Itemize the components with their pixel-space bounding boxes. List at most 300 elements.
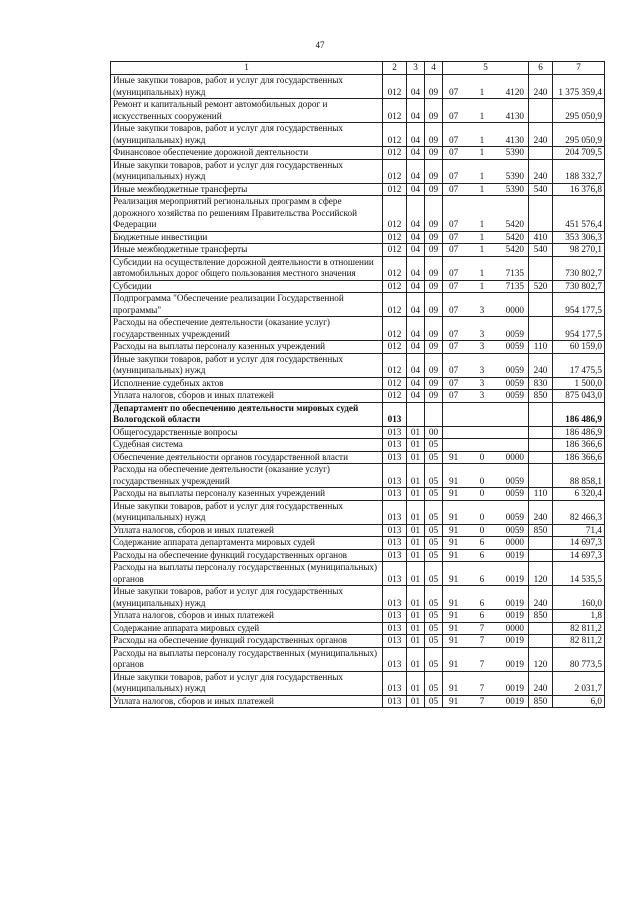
row-sum: 188 332,7 xyxy=(553,159,605,183)
table-row xyxy=(111,537,605,550)
row-sum: 954 177,5 xyxy=(553,293,605,317)
row-name: Ремонт и капитальный ремонт автомобильных дорог и искусственных сооружений xyxy=(111,99,383,123)
row-rz: 04 xyxy=(407,147,425,160)
row-name: Расходы на обеспечение деятельности (оказание услуг) государственных учреждений xyxy=(111,317,383,341)
row-sum: 451 576,4 xyxy=(553,196,605,232)
row-target-code xyxy=(443,500,529,524)
row-target-code xyxy=(443,695,529,708)
code-part: 07 xyxy=(449,86,459,97)
code-part: 0 xyxy=(479,524,485,535)
code-part: 4120 xyxy=(505,86,524,97)
code-part: 0019 xyxy=(505,573,524,584)
row-pr: 05 xyxy=(425,647,443,671)
row-rz xyxy=(407,402,425,426)
row-vr: 110 xyxy=(529,488,553,501)
row-target-code xyxy=(443,464,529,488)
row-gr: 013 xyxy=(383,402,407,426)
row-gr: 013 xyxy=(383,622,407,635)
row-vr xyxy=(529,549,553,562)
code-part: 91 xyxy=(449,512,459,522)
code-part: 1 xyxy=(479,219,485,229)
row-rz: 01 xyxy=(407,635,425,648)
table-row xyxy=(111,377,605,390)
row-pr: 05 xyxy=(425,622,443,635)
code-part: 0059 xyxy=(505,365,524,375)
row-vr xyxy=(529,439,553,452)
code-part: 0 xyxy=(479,451,485,462)
code-part: 0059 xyxy=(505,524,524,535)
row-target-code xyxy=(443,635,529,648)
code-part: 91 xyxy=(449,537,459,547)
row-name: Субсидии xyxy=(111,280,383,293)
code-part: 5420 xyxy=(505,244,524,254)
table-row xyxy=(111,586,605,610)
row-name: Департамент по обеспечению деятельности мировых судей Вологодской области xyxy=(111,402,383,426)
header-cell: 4 xyxy=(425,62,443,75)
table-row xyxy=(111,231,605,244)
code-part: 0059 xyxy=(505,377,524,388)
code-part: 0 xyxy=(479,512,485,522)
table-row xyxy=(111,147,605,160)
code-part: 3 xyxy=(479,328,485,339)
row-sum: 6 320,4 xyxy=(553,488,605,501)
row-sum: 71,4 xyxy=(553,524,605,537)
row-rz: 04 xyxy=(407,256,425,280)
code-part: 91 xyxy=(449,524,459,535)
row-rz: 04 xyxy=(407,353,425,377)
row-name: Иные закупки товаров, работ и услуг для государственных (муниципальных) нужд xyxy=(111,500,383,524)
row-sum: 204 709,5 xyxy=(553,147,605,160)
code-part: 6 xyxy=(479,597,485,608)
code-part: 3 xyxy=(479,377,485,388)
row-vr: 240 xyxy=(529,500,553,524)
row-vr: 850 xyxy=(529,390,553,403)
code-part: 1 xyxy=(479,147,485,157)
header-cell: 2 xyxy=(383,62,407,75)
row-gr: 013 xyxy=(383,671,407,695)
table-header-row xyxy=(111,62,605,75)
row-rz: 01 xyxy=(407,524,425,537)
row-name: Расходы на обеспечение функций государственных органов xyxy=(111,549,383,562)
row-pr: 09 xyxy=(425,244,443,257)
code-part: 07 xyxy=(449,280,459,291)
table-row xyxy=(111,390,605,403)
code-part: 0019 xyxy=(505,597,524,608)
code-part: 0 xyxy=(479,475,485,486)
row-pr: 05 xyxy=(425,464,443,488)
row-name: Иные закупки товаров, работ и услуг для государственных (муниципальных) нужд xyxy=(111,159,383,183)
row-target-code xyxy=(443,317,529,341)
row-rz: 04 xyxy=(407,231,425,244)
header-cell: 6 xyxy=(529,62,553,75)
code-part: 5420 xyxy=(505,231,524,242)
row-vr: 240 xyxy=(529,671,553,695)
row-target-code xyxy=(443,377,529,390)
code-part: 4130 xyxy=(505,110,524,121)
row-rz: 04 xyxy=(407,75,425,99)
row-gr: 012 xyxy=(383,147,407,160)
row-gr: 013 xyxy=(383,426,407,439)
row-pr: 05 xyxy=(425,610,443,623)
budget-table xyxy=(110,61,605,708)
row-target-code xyxy=(443,537,529,550)
row-gr: 012 xyxy=(383,256,407,280)
row-vr: 110 xyxy=(529,341,553,354)
code-part: 91 xyxy=(449,610,459,620)
row-pr: 09 xyxy=(425,390,443,403)
row-sum: 98 270,1 xyxy=(553,244,605,257)
code-part: 91 xyxy=(449,451,459,462)
row-rz: 01 xyxy=(407,647,425,671)
row-name: Иные межбюджетные трансферты xyxy=(111,183,383,196)
code-part: 91 xyxy=(449,475,459,486)
row-gr: 013 xyxy=(383,464,407,488)
row-gr: 012 xyxy=(383,159,407,183)
row-target-code xyxy=(443,159,529,183)
table-row xyxy=(111,610,605,623)
table-row xyxy=(111,402,605,426)
row-sum: 60 159,0 xyxy=(553,341,605,354)
code-part: 7 xyxy=(479,635,485,645)
row-name: Расходы на выплаты персоналу государственных (муниципальных) органов xyxy=(111,562,383,586)
code-part: 91 xyxy=(449,597,459,608)
code-part: 6 xyxy=(479,573,485,584)
row-gr: 013 xyxy=(383,635,407,648)
code-part: 0000 xyxy=(505,622,524,633)
table-row xyxy=(111,196,605,232)
row-sum: 14 535,5 xyxy=(553,562,605,586)
code-part: 6 xyxy=(479,610,485,620)
row-pr: 09 xyxy=(425,231,443,244)
row-gr: 012 xyxy=(383,280,407,293)
row-pr: 05 xyxy=(425,586,443,610)
code-part: 1 xyxy=(479,183,485,194)
code-part: 1 xyxy=(479,86,485,97)
row-sum: 17 475,5 xyxy=(553,353,605,377)
row-target-code xyxy=(443,183,529,196)
code-part: 0059 xyxy=(505,390,524,400)
row-gr: 012 xyxy=(383,231,407,244)
row-target-code xyxy=(443,426,529,439)
code-part: 1 xyxy=(479,268,485,278)
row-name: Иные межбюджетные трансферты xyxy=(111,244,383,257)
row-gr: 012 xyxy=(383,75,407,99)
row-pr: 09 xyxy=(425,317,443,341)
code-part: 0019 xyxy=(505,549,524,560)
row-rz: 01 xyxy=(407,439,425,452)
row-vr xyxy=(529,147,553,160)
row-name: Расходы на выплаты персоналу казенных учреждений xyxy=(111,488,383,501)
row-rz: 01 xyxy=(407,671,425,695)
row-pr: 09 xyxy=(425,280,443,293)
table-row xyxy=(111,256,605,280)
row-vr xyxy=(529,256,553,280)
code-part: 5390 xyxy=(505,183,524,194)
table-row xyxy=(111,159,605,183)
row-rz: 01 xyxy=(407,426,425,439)
row-pr: 05 xyxy=(425,562,443,586)
code-part: 0000 xyxy=(505,451,524,462)
code-part: 5420 xyxy=(505,219,524,229)
row-target-code xyxy=(443,256,529,280)
code-part: 07 xyxy=(449,341,459,351)
row-target-code xyxy=(443,353,529,377)
row-sum: 186 366,6 xyxy=(553,439,605,452)
row-rz: 04 xyxy=(407,377,425,390)
row-target-code xyxy=(443,231,529,244)
code-part: 1 xyxy=(479,171,485,181)
row-name: Расходы на выплаты персоналу государственных (муниципальных) органов xyxy=(111,647,383,671)
code-part: 1 xyxy=(479,280,485,291)
row-gr: 012 xyxy=(383,341,407,354)
row-rz: 01 xyxy=(407,610,425,623)
row-pr xyxy=(425,402,443,426)
row-vr xyxy=(529,464,553,488)
row-pr: 09 xyxy=(425,196,443,232)
table-row xyxy=(111,524,605,537)
row-vr xyxy=(529,622,553,635)
row-gr: 013 xyxy=(383,549,407,562)
row-pr: 09 xyxy=(425,256,443,280)
row-target-code xyxy=(443,75,529,99)
code-part: 07 xyxy=(449,268,459,278)
code-part: 7 xyxy=(479,659,485,669)
row-name: Бюджетные инвестиции xyxy=(111,231,383,244)
row-gr: 013 xyxy=(383,524,407,537)
row-sum: 88 858,1 xyxy=(553,464,605,488)
code-part: 07 xyxy=(449,147,459,157)
row-target-code xyxy=(443,586,529,610)
row-rz: 04 xyxy=(407,293,425,317)
row-target-code xyxy=(443,123,529,147)
row-vr: 240 xyxy=(529,123,553,147)
code-part: 07 xyxy=(449,377,459,388)
row-sum: 1,8 xyxy=(553,610,605,623)
row-vr xyxy=(529,451,553,464)
code-part: 3 xyxy=(479,341,485,351)
row-vr: 120 xyxy=(529,647,553,671)
code-part: 0019 xyxy=(505,635,524,645)
row-target-code xyxy=(443,244,529,257)
row-name: Расходы на обеспечение функций государственных органов xyxy=(111,635,383,648)
row-sum: 80 773,5 xyxy=(553,647,605,671)
code-part: 07 xyxy=(449,328,459,339)
code-part: 91 xyxy=(449,549,459,560)
row-sum: 14 697,3 xyxy=(553,537,605,550)
code-part: 07 xyxy=(449,183,459,194)
code-part: 91 xyxy=(449,573,459,584)
table-row xyxy=(111,99,605,123)
code-part: 07 xyxy=(449,171,459,181)
row-rz: 01 xyxy=(407,488,425,501)
table-body xyxy=(111,62,605,708)
row-gr: 012 xyxy=(383,99,407,123)
row-pr: 05 xyxy=(425,500,443,524)
header-cell: 3 xyxy=(407,62,425,75)
code-part: 0019 xyxy=(505,695,524,706)
page-number: 47 xyxy=(315,40,325,50)
row-vr xyxy=(529,99,553,123)
row-pr: 05 xyxy=(425,537,443,550)
table-row xyxy=(111,353,605,377)
row-name: Исполнение судебных актов xyxy=(111,377,383,390)
row-gr: 012 xyxy=(383,123,407,147)
row-vr xyxy=(529,317,553,341)
row-pr: 09 xyxy=(425,75,443,99)
row-vr xyxy=(529,426,553,439)
row-sum: 186 486,9 xyxy=(553,402,605,426)
row-gr: 013 xyxy=(383,586,407,610)
row-target-code xyxy=(443,402,529,426)
row-gr: 013 xyxy=(383,537,407,550)
code-part: 3 xyxy=(479,390,485,400)
row-name: Содержание аппарата департамента мировых судей xyxy=(111,537,383,550)
row-vr: 240 xyxy=(529,353,553,377)
code-part: 07 xyxy=(449,134,459,145)
header-cell: 1 xyxy=(111,62,383,75)
row-sum: 16 376,8 xyxy=(553,183,605,196)
code-part: 91 xyxy=(449,659,459,669)
code-part: 0019 xyxy=(505,610,524,620)
code-part: 7 xyxy=(479,683,485,693)
row-gr: 012 xyxy=(383,353,407,377)
code-part: 7135 xyxy=(505,280,524,291)
table-row xyxy=(111,293,605,317)
row-rz: 04 xyxy=(407,99,425,123)
row-gr: 012 xyxy=(383,390,407,403)
row-rz: 01 xyxy=(407,622,425,635)
code-part: 07 xyxy=(449,231,459,242)
row-name: Иные закупки товаров, работ и услуг для государственных (муниципальных) нужд xyxy=(111,123,383,147)
code-part: 07 xyxy=(449,365,459,375)
code-part: 07 xyxy=(449,304,459,315)
row-gr: 012 xyxy=(383,317,407,341)
table-row xyxy=(111,549,605,562)
row-target-code xyxy=(443,451,529,464)
code-part: 7 xyxy=(479,622,485,633)
table-row xyxy=(111,562,605,586)
row-target-code xyxy=(443,524,529,537)
row-pr: 09 xyxy=(425,183,443,196)
row-name: Иные закупки товаров, работ и услуг для государственных (муниципальных) нужд xyxy=(111,75,383,99)
row-vr: 540 xyxy=(529,183,553,196)
table-row xyxy=(111,123,605,147)
row-gr: 013 xyxy=(383,451,407,464)
row-name: Уплата налогов, сборов и иных платежей xyxy=(111,390,383,403)
table-row xyxy=(111,280,605,293)
code-part: 0059 xyxy=(505,328,524,339)
row-sum: 353 306,3 xyxy=(553,231,605,244)
row-gr: 012 xyxy=(383,183,407,196)
row-rz: 04 xyxy=(407,317,425,341)
table-row xyxy=(111,488,605,501)
code-part: 91 xyxy=(449,635,459,645)
code-part: 0 xyxy=(479,488,485,498)
row-rz: 01 xyxy=(407,562,425,586)
row-vr: 240 xyxy=(529,75,553,99)
table-row xyxy=(111,317,605,341)
row-name: Субсидии на осуществление дорожной деятельности в отношении автомобильных дорог общего пользования местного значения xyxy=(111,256,383,280)
row-sum: 160,0 xyxy=(553,586,605,610)
code-part: 0019 xyxy=(505,683,524,693)
code-part: 07 xyxy=(449,390,459,400)
row-vr: 240 xyxy=(529,159,553,183)
code-part: 0059 xyxy=(505,475,524,486)
code-part: 07 xyxy=(449,244,459,254)
row-name: Общегосударственные вопросы xyxy=(111,426,383,439)
row-vr: 540 xyxy=(529,244,553,257)
row-name: Расходы на обеспечение деятельности (оказание услуг) государственных учреждений xyxy=(111,464,383,488)
row-target-code xyxy=(443,439,529,452)
code-part: 1 xyxy=(479,231,485,242)
table-row xyxy=(111,635,605,648)
row-name: Иные закупки товаров, работ и услуг для государственных (муниципальных) нужд xyxy=(111,671,383,695)
code-part: 91 xyxy=(449,622,459,633)
row-vr: 850 xyxy=(529,695,553,708)
row-vr xyxy=(529,635,553,648)
row-gr: 013 xyxy=(383,562,407,586)
row-pr: 05 xyxy=(425,549,443,562)
row-rz: 01 xyxy=(407,500,425,524)
code-part: 5390 xyxy=(505,171,524,181)
row-gr: 013 xyxy=(383,610,407,623)
code-part: 91 xyxy=(449,488,459,498)
table-row xyxy=(111,75,605,99)
row-name: Иные закупки товаров, работ и услуг для государственных (муниципальных) нужд xyxy=(111,586,383,610)
row-pr: 09 xyxy=(425,377,443,390)
code-part: 1 xyxy=(479,134,485,145)
row-pr: 05 xyxy=(425,671,443,695)
row-pr: 00 xyxy=(425,426,443,439)
row-gr: 012 xyxy=(383,293,407,317)
table-row xyxy=(111,426,605,439)
code-part: 1 xyxy=(479,110,485,121)
row-vr: 520 xyxy=(529,280,553,293)
row-target-code xyxy=(443,341,529,354)
code-part: 0059 xyxy=(505,512,524,522)
row-rz: 04 xyxy=(407,123,425,147)
row-target-code xyxy=(443,147,529,160)
table-row xyxy=(111,439,605,452)
row-gr: 013 xyxy=(383,500,407,524)
row-rz: 04 xyxy=(407,159,425,183)
row-gr: 013 xyxy=(383,488,407,501)
row-name: Иные закупки товаров, работ и услуг для государственных (муниципальных) нужд xyxy=(111,353,383,377)
row-name: Реализация мероприятий региональных программ в сфере дорожного хозяйства по решениям Правительства Российской Федерации xyxy=(111,196,383,232)
row-target-code xyxy=(443,562,529,586)
code-part: 6 xyxy=(479,537,485,547)
row-vr xyxy=(529,196,553,232)
row-target-code xyxy=(443,99,529,123)
row-pr: 05 xyxy=(425,635,443,648)
row-rz: 01 xyxy=(407,549,425,562)
table-row xyxy=(111,622,605,635)
table-row xyxy=(111,647,605,671)
code-part: 1 xyxy=(479,244,485,254)
row-target-code xyxy=(443,488,529,501)
row-pr: 09 xyxy=(425,293,443,317)
row-pr: 05 xyxy=(425,451,443,464)
row-pr: 09 xyxy=(425,159,443,183)
row-pr: 09 xyxy=(425,353,443,377)
table-row xyxy=(111,341,605,354)
row-rz: 01 xyxy=(407,695,425,708)
row-sum: 82 466,3 xyxy=(553,500,605,524)
row-rz: 04 xyxy=(407,390,425,403)
row-vr: 410 xyxy=(529,231,553,244)
row-vr xyxy=(529,537,553,550)
code-part: 3 xyxy=(479,304,485,315)
